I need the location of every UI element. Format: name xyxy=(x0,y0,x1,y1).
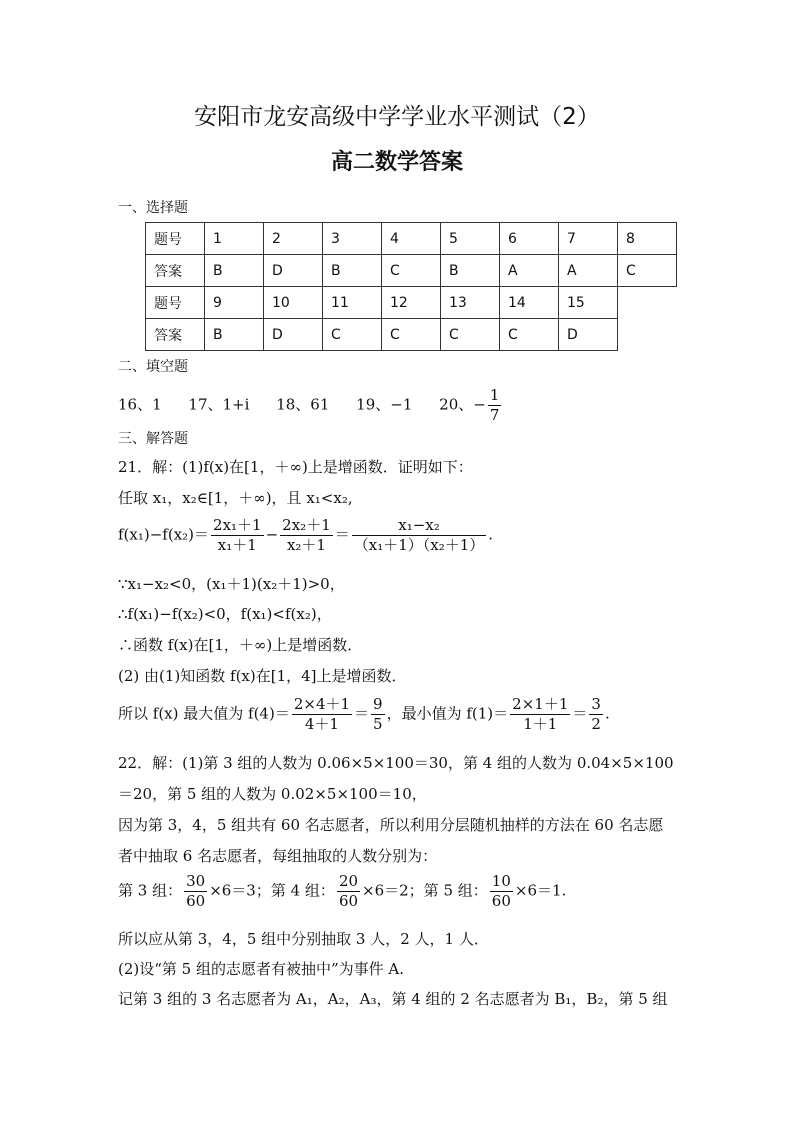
table-cell: C xyxy=(382,255,441,287)
answer-table xyxy=(145,222,677,351)
row-header: 答案 xyxy=(146,255,205,287)
table-cell: 1 xyxy=(205,223,264,255)
fraction: $\frac{\text{2x₂＋1}}{\text{x₂＋1}}$ xyxy=(282,516,331,554)
table-cell: D xyxy=(559,319,618,351)
answer-18: 18、61 xyxy=(276,395,330,414)
table-cell: 6 xyxy=(500,223,559,255)
q22-line-4: 者中抽取 6 名志愿者，每组抽取的人数分别为： xyxy=(118,847,438,865)
table-cell: 12 xyxy=(382,287,441,319)
fraction: $\frac{\text{2x₁＋1}}{\text{x₁＋1}}$ xyxy=(213,516,262,554)
q21-line-8: 所以 f(x) 最大值为 f(4)＝ $\frac{2\times 4+1}{4+1}$ ＝ $\frac{9}{5}$ ，最小值为 f(1)＝ $\frac{2\times 1+1}{1+1}$ ＝ $\frac{3}{2}$ . xyxy=(118,695,610,733)
row-header: 题号 xyxy=(146,223,205,255)
table-cell: D xyxy=(264,319,323,351)
table-cell: D xyxy=(264,255,323,287)
answer-19: 19、−1 xyxy=(356,395,413,414)
q22-line-5: 第 3 组： $\frac{30}{60}$ ×6＝3；第 4 组： $\frac{20}{60}$ ×6＝2；第 5 组： $\frac{10}{60}$ ×6＝1. xyxy=(118,872,567,910)
q21-line-7: (2) 由(1)知函数 f(x)在[1，4]上是增函数． xyxy=(118,667,407,685)
table-cell: C xyxy=(382,319,441,351)
table-cell: 8 xyxy=(618,223,677,255)
section-solution-label: 三、解答题 xyxy=(118,431,188,447)
q21-line-5: ∴f(x₁)−f(x₂)<0，f(x₁)<f(x₂)， xyxy=(118,605,332,623)
answer-20: 20、− xyxy=(439,395,486,414)
table-cell: A xyxy=(500,255,559,287)
q22-line-1: 22．解：(1)第 3 组的人数为 0.06×5×100＝30，第 4 组的人数为 0.04×5×100 xyxy=(118,754,674,772)
answer-16: 16、1 xyxy=(118,395,162,414)
table-cell: 7 xyxy=(559,223,618,255)
page-subtitle: 高二数学答案 xyxy=(330,150,463,175)
empty-cell xyxy=(618,319,677,351)
fraction: $\frac{30}{60}$ xyxy=(186,872,206,910)
table-cell: 10 xyxy=(264,287,323,319)
table-cell: C xyxy=(618,255,677,287)
table-cell: 4 xyxy=(382,223,441,255)
fraction: $\frac{1}{7}$ xyxy=(489,386,500,424)
table-cell: 14 xyxy=(500,287,559,319)
q21-line-4: ∵x₁−x₂<0，(x₁＋1)(x₂＋1)>0， xyxy=(118,575,345,593)
table-cell: B xyxy=(205,255,264,287)
table-row xyxy=(146,255,677,287)
empty-cell xyxy=(618,287,677,319)
fraction: $\frac{2\times 4+1}{4+1}$ xyxy=(293,695,351,733)
table-cell: 15 xyxy=(559,287,618,319)
fraction: $\frac{10}{60}$ xyxy=(491,872,511,910)
table-cell: B xyxy=(323,255,382,287)
table-cell: A xyxy=(559,255,618,287)
table-cell: 11 xyxy=(323,287,382,319)
q22-line-7: (2)设“第 5 组的志愿者有被抽中”为事件 A. xyxy=(118,960,405,978)
fraction: $\frac{2\times 1+1}{1+1}$ xyxy=(512,695,569,733)
q22-line-3: 因为第 3，4，5 组共有 60 名志愿者，所以利用分层随机抽样的方法在 60 名志愿 xyxy=(118,816,664,834)
fill-blank-answers xyxy=(118,386,503,425)
table-row xyxy=(146,223,677,255)
q21-line-3: f(x₁)−f(x₂)＝ $\frac{\text{2x₁＋1}}{\text{x₁＋1}}$ − $\frac{\text{2x₂＋1}}{\text{x₂＋1}}$ ＝ $\frac{\text{x₁−x₂}}{\text{（x₁＋1）（x₂＋1）}}$ . xyxy=(118,516,494,554)
fraction: $\frac{3}{2}$ xyxy=(591,695,601,733)
table-cell: C xyxy=(500,319,559,351)
fraction: $\frac{9}{5}$ xyxy=(373,695,383,733)
table-cell: B xyxy=(441,255,500,287)
row-header: 题号 xyxy=(146,287,205,319)
q22-line-8: 记第 3 组的 3 名志愿者为 A₁，A₂，A₃，第 4 组的 2 名志愿者为 B₁，B₂，第 5 组 xyxy=(118,990,668,1008)
table-cell: 13 xyxy=(441,287,500,319)
q21-line-1: 21．解：(1)f(x)在[1，＋∞)上是增函数．证明如下： xyxy=(118,458,473,476)
answer-17: 17、1+i xyxy=(188,395,250,414)
section-multiple-choice-label: 一、选择题 xyxy=(118,200,188,216)
q22-line-2: ＝20，第 5 组的人数为 0.02×5×100＝10， xyxy=(118,785,427,803)
table-cell: 2 xyxy=(264,223,323,255)
section-fill-blank-label: 二、填空题 xyxy=(118,359,188,375)
table-cell: 9 xyxy=(205,287,264,319)
fraction: $\frac{20}{60}$ xyxy=(338,872,359,910)
table-row xyxy=(146,319,677,351)
table-cell: C xyxy=(323,319,382,351)
table-cell: B xyxy=(205,319,264,351)
page-title: 安阳市龙安高级中学学业水平测试（2） xyxy=(194,104,600,130)
fraction: $\frac{\text{x₁−x₂}}{\text{（x₁＋1）（x₂＋1）}}$ xyxy=(353,516,485,554)
table-cell: 3 xyxy=(323,223,382,255)
q21-line-2: 任取 x₁，x₂∈[1，＋∞)，且 x₁<x₂, xyxy=(118,489,353,507)
table-cell: 5 xyxy=(441,223,500,255)
q21-line-6: ∴函数 f(x)在[1，＋∞)上是增函数． xyxy=(118,636,363,654)
table-cell: C xyxy=(441,319,500,351)
row-header: 答案 xyxy=(146,319,205,351)
table-row xyxy=(146,287,677,319)
q22-line-6: 所以应从第 3，4，5 组中分别抽取 3 人，2 人，1 人． xyxy=(118,930,489,948)
